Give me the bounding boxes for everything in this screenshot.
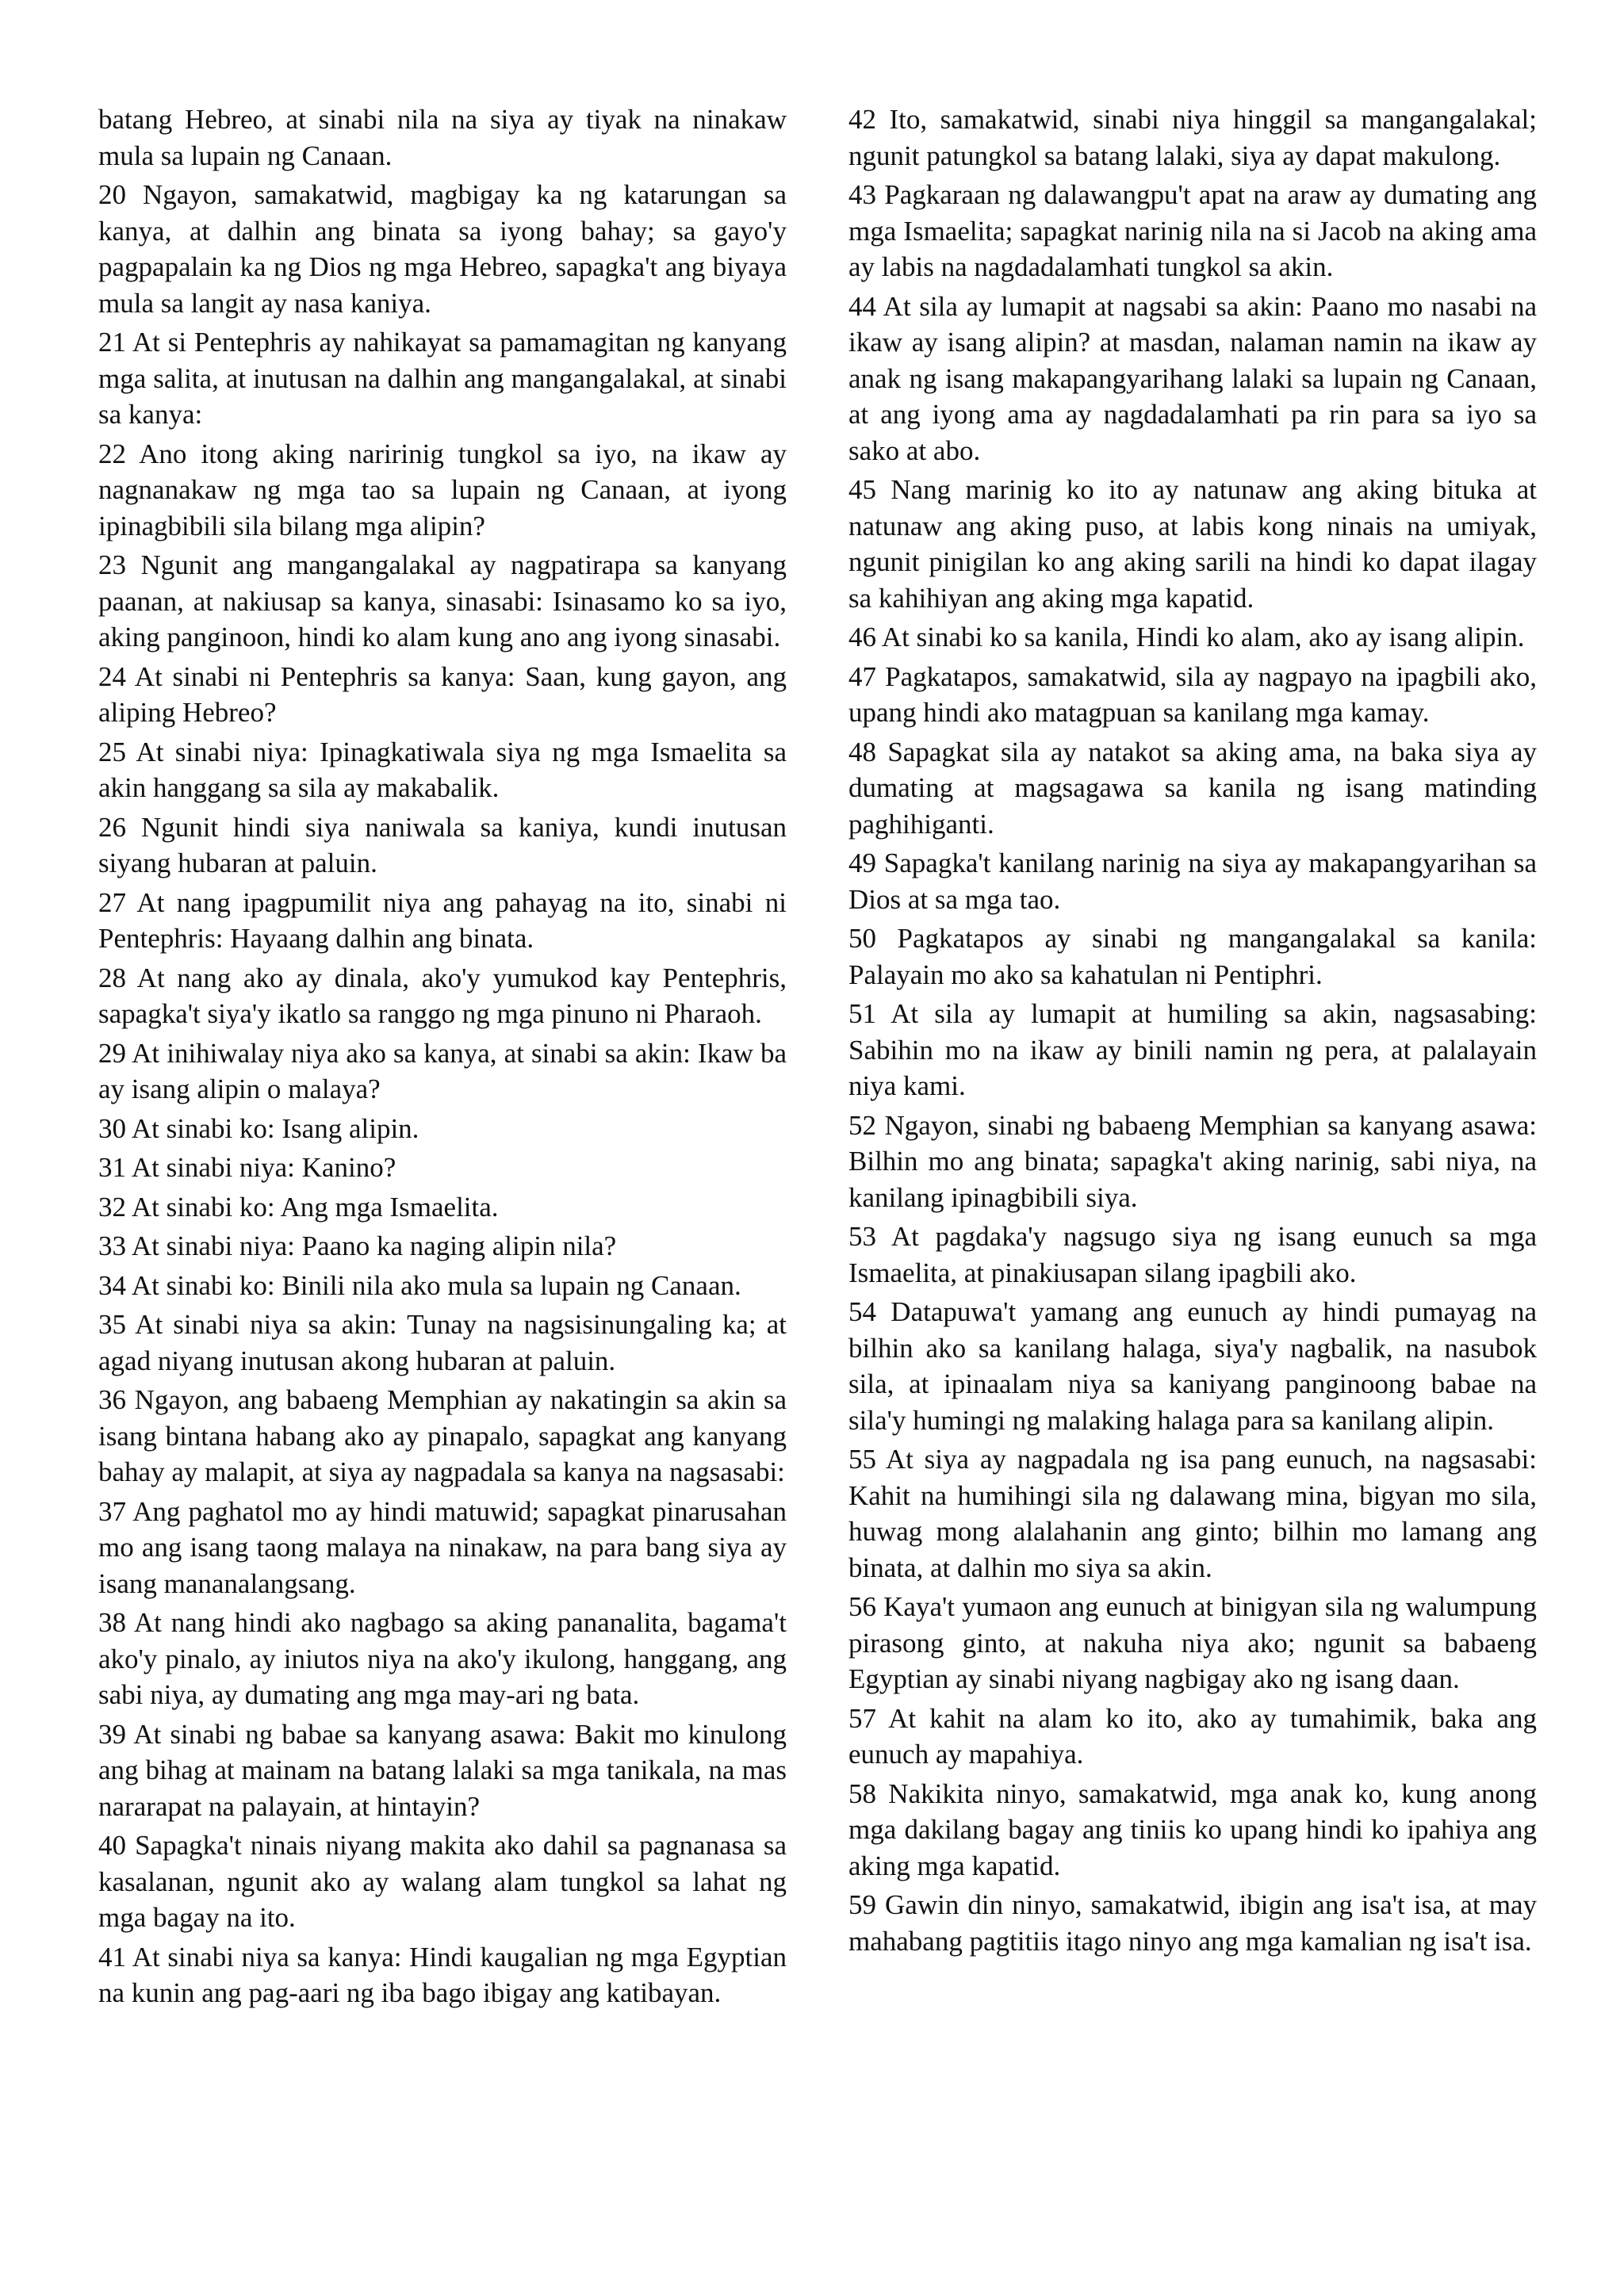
- verse-32: 32 At sinabi ko: Ang mga Ismaelita.: [98, 1191, 499, 1223]
- verse-29: 29 At inihiwalay niya ako sa kanya, at sinabi sa akin: Ikaw ba ay isang alipin o malaya?: [98, 1037, 787, 1104]
- verse-39: 39 At sinabi ng babae sa kanyang asawa: Bakit mo kinulong ang bihag at mainam na batang lalaki sa mga tanikala, na mas nararapat na palayain, at hintayin?: [98, 1718, 787, 1822]
- verse-21: 21 At si Pentephris ay nahikayat sa pamamagitan ng kanyang mga salita, at inutusan na dalhin ang mangangalakal, at sinabi sa kanya:: [98, 327, 787, 430]
- verse-53: 53 At pagdaka'y nagsugo siya ng isang eunuch sa mga Ismaelita, at pinakiusapan silang ipagbili ako.: [848, 1221, 1537, 1288]
- verse-56: 56 Kaya't yumaon ang eunuch at binigyan sila ng walumpung pirasong ginto, at nakuha niya ako; ngunit sa babaeng Egyptian ay sinabi niyang nagbigay ako ng isang daan.: [848, 1591, 1537, 1694]
- verse-31: 31 At sinabi niya: Kanino?: [98, 1152, 396, 1183]
- verse-33: 33 At sinabi niya: Paano ka naging alipin nila?: [98, 1230, 617, 1261]
- verse-49: 49 Sapagka't kanilang narinig na siya ay makapangyarihan sa Dios at sa mga tao.: [848, 848, 1537, 915]
- verse-28: 28 At nang ako ay dinala, ako'y yumukod kay Pentephris, sapagka't siya'y ikatlo sa ranggo ng mga pinuno ni Pharaoh.: [98, 962, 787, 1029]
- verse-38: 38 At nang hindi ako nagbago sa aking pananalita, bagama't ako'y pinalo, ay iniutos niya na ako'y ikulong, hanggang, ang sabi niya, ay dumating ang mga may-ari ng bata.: [98, 1607, 787, 1710]
- verse-22: 22 Ano itong aking naririnig tungkol sa iyo, na ikaw ay nagnanakaw ng mga tao sa lupain ng Canaan, at iyong ipinagbibili sila bilang mga alipin?: [98, 438, 787, 541]
- verse-44: 44 At sila ay lumapit at nagsabi sa akin: Paano mo nasabi na ikaw ay isang alipin? at masdan, nalaman namin na ikaw ay anak ng isang makapangyarihang lalaki sa lupain ng Canaan, at ang iyong ama ay nagdadalamhati pa rin para sa iyo sa sako at abo.: [848, 290, 1537, 466]
- left-column: [98, 101, 787, 2015]
- verse-40: 40 Sapagka't ninais niyang makita ako dahil sa pagnanasa sa kasalanan, ngunit ako ay walang alam tungkol sa lahat ng mga bagay na ito.: [98, 1830, 787, 1933]
- verse-27: 27 At nang ipagpumilit niya ang pahayag na ito, sinabi ni Pentephris: Hayaang dalhin ang binata.: [98, 886, 787, 954]
- verse-34: 34 At sinabi ko: Binili nila ako mula sa lupain ng Canaan.: [98, 1269, 741, 1301]
- verse-51: 51 At sila ay lumapit at humiling sa akin, nagsasabing: Sabihin mo na ikaw ay binili namin ng pera, at palalayain niya kami.: [848, 998, 1537, 1101]
- verse-23: 23 Ngunit ang mangangalakal ay nagpatirapa sa kanyang paanan, at nakiusap sa kanya, sinasabi: Isinasamo ko sa iyo, aking panginoon, hindi ko alam kung ano ang iyong sinasabi.: [98, 549, 787, 652]
- verse-52: 52 Ngayon, sinabi ng babaeng Memphian sa kanyang asawa: Bilhin mo ang binata; sapagka't aking narinig, sabi niya, na kanilang ipinagbibili siya.: [848, 1109, 1537, 1213]
- verse-26: 26 Ngunit hindi siya naniwala sa kaniya, kundi inutusan siyang hubaran at paluin.: [98, 811, 787, 878]
- verse-20: 20 Ngayon, samakatwid, magbigay ka ng katarungan sa kanya, at dalhin ang binata sa iyong bahay; sa gayo'y pagpapalain ka ng Dios ng mga Hebreo, sapagka't ang biyaya mula sa langit ay nasa kaniya.: [98, 179, 787, 319]
- verse-43: 43 Pagkaraan ng dalawangpu't apat na araw ay dumating ang mga Ismaelita; sapagkat narinig nila na si Jacob na aking ama ay labis na nagdadalamhati tungkol sa akin.: [848, 179, 1537, 282]
- verse-59: 59 Gawin din ninyo, samakatwid, ibigin ang isa't isa, at may mahabang pagtitiis itago ninyo ang mga kamalian ng isa't isa.: [848, 1889, 1537, 1957]
- verse-47: 47 Pagkatapos, samakatwid, sila ay nagpayo na ipagbili ako, upang hindi ako matagpuan sa kanilang mga kamay.: [848, 660, 1537, 728]
- verse-58: 58 Nakikita ninyo, samakatwid, mga anak ko, kung anong mga dakilang bagay ang tiniis ko upang hindi ko ipahiya ang aking mga kapatid.: [848, 1777, 1537, 1881]
- verse-55: 55 At siya ay nagpadala ng isa pang eunuch, na nagsasabi: Kahit na humihingi sila ng dalawang mina, bigyan mo sila, huwag mong alalahanin ang ginto; bilhin mo lamang ang binata, at dalhin mo siya sa akin.: [848, 1444, 1537, 1583]
- verse-36: 36 Ngayon, ang babaeng Memphian ay nakatingin sa akin sa isang bintana habang ako ay pinapalo, sapagkat ang kanyang bahay ay malapit, at siya ay nagpadala sa kanya na nagsasabi:: [98, 1384, 787, 1487]
- verse-35: 35 At sinabi niya sa akin: Tunay na nagsisinungaling ka; at agad niyang inutusan akong hubaran at paluin.: [98, 1309, 787, 1376]
- verse-30: 30 At sinabi ko: Isang alipin.: [98, 1112, 419, 1144]
- verse-45: 45 Nang marinig ko ito ay natunaw ang aking bituka at natunaw ang aking puso, at labis kong ninais na umiyak, ngunit pinigilan ko ang aking sarili na hindi ko dapat ilagay sa kahihiyan ang aking mga kapatid.: [848, 474, 1537, 614]
- verse-57: 57 At kahit na alam ko ito, ako ay tumahimik, baka ang eunuch ay mapahiya.: [848, 1702, 1537, 1770]
- verse-24: 24 At sinabi ni Pentephris sa kanya: Saan, kung gayon, ang aliping Hebreo?: [98, 660, 787, 728]
- verse-41: 41 At sinabi niya sa kanya: Hindi kaugalian ng mga Egyptian na kunin ang pag-aari ng iba bago ibigay ang katibayan.: [98, 1941, 787, 2008]
- verse-37: 37 Ang paghatol mo ay hindi matuwid; sapagkat pinarusahan mo ang isang taong malaya na ninakaw, na para bang siya ay isang mananalangsang.: [98, 1495, 787, 1599]
- verse-50: 50 Pagkatapos ay sinabi ng mangangalakal sa kanila: Palayain mo ako sa kahatulan ni Pentiphri.: [848, 923, 1537, 990]
- right-column: [848, 101, 1537, 1962]
- verse-48: 48 Sapagkat sila ay natakot sa aking ama, na baka siya ay dumating at magsagawa sa kanila ng isang matinding paghihiganti.: [848, 736, 1537, 840]
- verse-46: 46 At sinabi ko sa kanila, Hindi ko alam, ako ay isang alipin.: [848, 622, 1525, 652]
- verse-54: 54 Datapuwa't yamang ang eunuch ay hindi pumayag na bilhin ako sa kanilang halaga, siya'y nagbalik, na nasubok sila, at ipinaalam niya sa kaniyang panginoong babae na sila'y humingi ng malaking halaga para sa kanilang alipin.: [848, 1296, 1537, 1436]
- paragraph: batang Hebreo, at sinabi nila na siya ay tiyak na ninakaw mula sa lupain ng Canaan.: [98, 104, 787, 171]
- verse-25: 25 At sinabi niya: Ipinagkatiwala siya ng mga Ismaelita sa akin hanggang sa sila ay makabalik.: [98, 736, 787, 803]
- verse-42: 42 Ito, samakatwid, sinabi niya hinggil sa mangangalakal; ngunit patungkol sa batang lalaki, siya ay dapat makulong.: [848, 104, 1537, 171]
